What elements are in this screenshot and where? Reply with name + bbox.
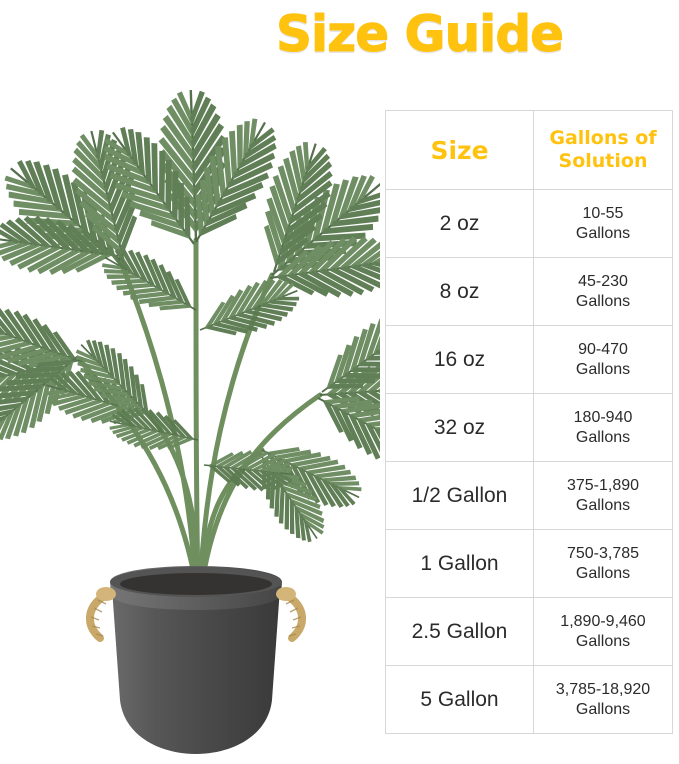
column-header-size: Size <box>386 111 534 190</box>
cell-gallons-amount: 375-1,890 <box>566 476 640 494</box>
table-row <box>386 326 673 394</box>
cell-gallons <box>534 190 673 258</box>
cell-gallons <box>534 598 673 666</box>
table-row <box>386 530 673 598</box>
page-title: Size Guide <box>275 5 564 63</box>
potted-plant-image <box>0 10 380 764</box>
cell-size: 5 Gallon <box>386 666 534 734</box>
size-guide-table <box>385 110 673 734</box>
cell-gallons-unit: Gallons <box>575 428 631 446</box>
cell-gallons-amount: 750-3,785 <box>566 544 640 562</box>
cell-size: 32 oz <box>386 394 534 462</box>
cell-size: 1/2 Gallon <box>386 462 534 530</box>
table-header-row <box>386 111 673 190</box>
cell-gallons-amount: 10-55 <box>582 204 624 222</box>
table-row <box>386 598 673 666</box>
cell-gallons <box>534 394 673 462</box>
table-row <box>386 258 673 326</box>
cell-gallons-unit: Gallons <box>575 360 631 378</box>
cell-gallons-unit: Gallons <box>575 496 631 514</box>
cell-gallons-amount: 180-940 <box>573 408 633 426</box>
cell-gallons-amount: 90-470 <box>578 340 628 358</box>
cell-size: 2 oz <box>386 190 534 258</box>
cell-gallons <box>534 258 673 326</box>
cell-gallons <box>534 326 673 394</box>
table-row <box>386 394 673 462</box>
cell-gallons-amount: 3,785-18,920 <box>555 680 651 698</box>
cell-gallons-unit: Gallons <box>575 564 631 582</box>
table-row <box>386 462 673 530</box>
cell-gallons-unit: Gallons <box>575 632 631 650</box>
cell-gallons-amount: 1,890-9,460 <box>560 612 646 630</box>
cell-gallons-unit: Gallons <box>575 224 631 242</box>
cell-size: 16 oz <box>386 326 534 394</box>
cell-gallons <box>534 462 673 530</box>
cell-size: 1 Gallon <box>386 530 534 598</box>
cell-gallons-unit: Gallons <box>575 700 631 718</box>
cell-gallons <box>534 530 673 598</box>
cell-size: 8 oz <box>386 258 534 326</box>
cell-size: 2.5 Gallon <box>386 598 534 666</box>
table-body <box>386 190 673 734</box>
cell-gallons-amount: 45-230 <box>578 272 628 290</box>
column-header-gallons: Gallons of Solution <box>534 111 673 190</box>
table-row <box>386 666 673 734</box>
cell-gallons-unit: Gallons <box>575 292 631 310</box>
cell-gallons <box>534 666 673 734</box>
table-row <box>386 190 673 258</box>
